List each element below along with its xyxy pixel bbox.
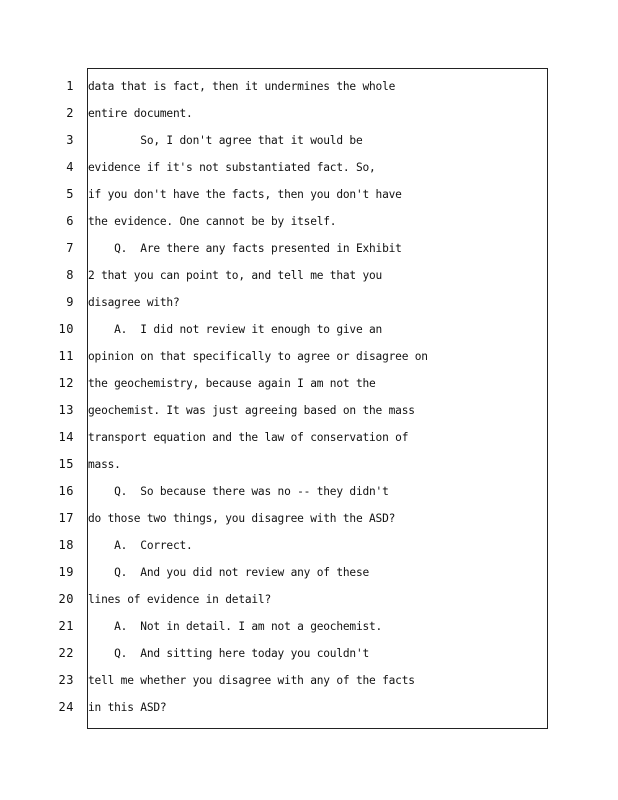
line-number: 18 (58, 538, 74, 552)
line-number: 6 (66, 214, 74, 228)
line-number: 17 (58, 511, 74, 525)
transcript-line: geochemist. It was just agreeing based on the mass (88, 404, 415, 417)
line-number: 7 (66, 241, 74, 255)
transcript-line: disagree with? (88, 296, 180, 309)
line-number: 9 (66, 295, 74, 309)
line-number: 15 (58, 457, 74, 471)
transcript-line: A. I did not review it enough to give an (88, 323, 383, 336)
transcript-line: lines of evidence in detail? (88, 593, 271, 606)
line-number: 16 (58, 484, 74, 498)
transcript-line: entire document. (88, 107, 193, 120)
line-number: 4 (66, 160, 74, 174)
transcript-line: So, I don't agree that it would be (88, 134, 363, 147)
line-number: 8 (66, 268, 74, 282)
transcript-line: if you don't have the facts, then you don't have (88, 188, 402, 201)
transcript-line: Q. And you did not review any of these (88, 566, 370, 579)
line-number: 23 (58, 673, 74, 687)
line-number: 11 (58, 349, 74, 363)
transcript-line: the geochemistry, because again I am not the (88, 377, 376, 390)
line-number: 12 (58, 376, 74, 390)
line-number: 21 (58, 619, 74, 633)
transcript-line: data that is fact, then it undermines the whole (88, 80, 396, 93)
transcript-line: mass. (88, 458, 121, 471)
transcript-line: Q. And sitting here today you couldn't (88, 647, 370, 660)
line-number: 24 (58, 700, 74, 714)
transcript-line: Q. So because there was no -- they didn't (88, 485, 389, 498)
line-number: 13 (58, 403, 74, 417)
transcript-line: evidence if it's not substantiated fact. So, (88, 161, 376, 174)
transcript-line: 2 that you can point to, and tell me that you (88, 269, 383, 282)
transcript-line: A. Correct. (88, 539, 193, 552)
line-number-column (40, 73, 74, 721)
transcript-line: the evidence. One cannot be by itself. (88, 215, 337, 228)
transcript-line: transport equation and the law of conservation of (88, 431, 409, 444)
line-number: 5 (66, 187, 74, 201)
transcript-line: in this ASD? (88, 701, 167, 714)
line-number: 22 (58, 646, 74, 660)
line-number: 1 (66, 79, 74, 93)
line-number: 2 (66, 106, 74, 120)
line-number: 20 (58, 592, 74, 606)
transcript-line: tell me whether you disagree with any of the facts (88, 674, 415, 687)
line-number: 10 (58, 322, 74, 336)
transcript-line: A. Not in detail. I am not a geochemist. (88, 620, 383, 633)
transcript-line: opinion on that specifically to agree or disagree on (88, 350, 428, 363)
transcript-line: do those two things, you disagree with the ASD? (88, 512, 396, 525)
line-number: 14 (58, 430, 74, 444)
line-number: 3 (66, 133, 74, 147)
transcript-line: Q. Are there any facts presented in Exhibit (88, 242, 402, 255)
line-number: 19 (58, 565, 74, 579)
transcript-text (88, 73, 546, 721)
